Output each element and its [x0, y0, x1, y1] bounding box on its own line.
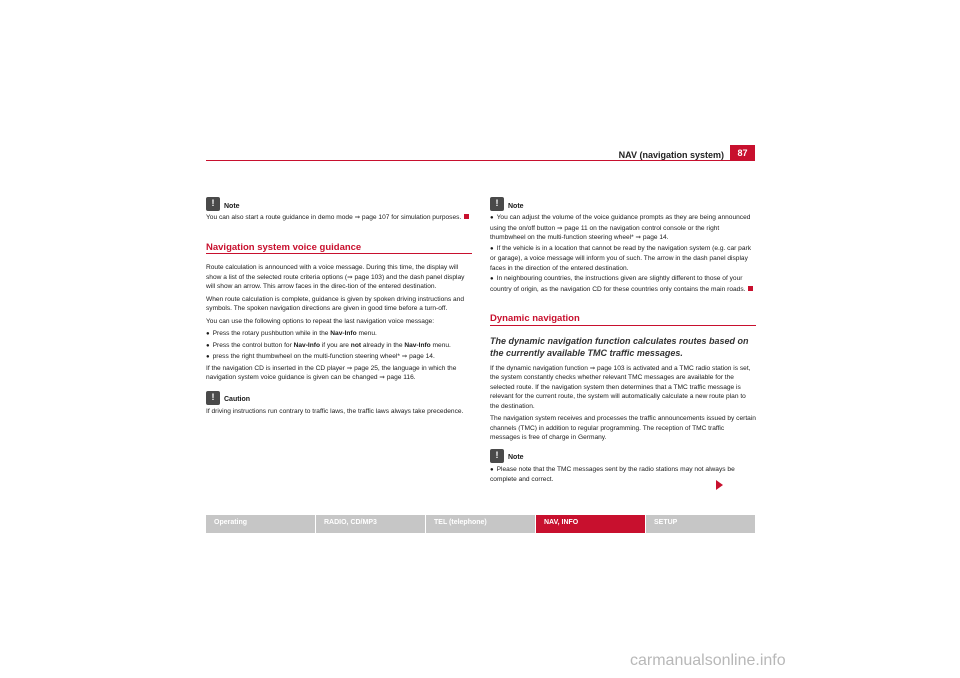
- header-rule: [206, 160, 730, 161]
- tab-operating[interactable]: Operating: [206, 515, 315, 533]
- note-icon: !: [490, 449, 504, 463]
- tab-radio[interactable]: RADIO, CD/MP3: [316, 515, 425, 533]
- note-label: Note: [224, 202, 240, 210]
- list-item: ● You can adjust the volume of the voice guidance prompts as they are being announced using the on/off button ⇒ page 11 on the navigation control console or the right thumbwheel on the multi-function steering wheel* ⇒ page 14.: [490, 213, 756, 243]
- note-text: You can also start a route guidance in demo mode ⇒ page 107 for simulation purposes.: [206, 213, 472, 223]
- end-mark-icon: [464, 214, 469, 219]
- lead-text: The dynamic navigation function calculates routes based on the currently available TMC traffic messages.: [490, 335, 749, 358]
- tab-setup[interactable]: SETUP: [646, 515, 755, 533]
- tab-nav-info[interactable]: NAV, INFO: [536, 515, 645, 533]
- caution-text: If driving instructions run contrary to traffic laws, the traffic laws always take precedence.: [206, 407, 464, 415]
- next-page-arrow-icon: [716, 480, 723, 490]
- list-item: ● Press the control button for Nav-Info if you are not already in the Nav-Info menu.: [206, 341, 472, 352]
- right-column: [490, 197, 756, 486]
- note-header: [490, 449, 756, 463]
- paragraph: Route calculation is announced with a voice message. During this time, the display will show a list of the selected route criteria options (⇒ page 103) and the dash panel display will show an arrow. This arrow faces in the direc-tion of the entered destination.: [206, 264, 465, 290]
- note-label: Note: [508, 454, 524, 461]
- watermark: carmanualsonline.info: [630, 652, 786, 669]
- footer-tabs: [206, 515, 756, 533]
- section-title-dynamic-navigation: Dynamic navigation: [490, 314, 756, 326]
- page-number: 87: [730, 145, 755, 161]
- caution-label: Caution: [224, 396, 251, 403]
- paragraph: If the navigation CD is inserted in the CD player ⇒ page 25, the language in which the navigation system voice guidance is given can be changed ⇒ page 116.: [206, 364, 457, 381]
- caution-header: [206, 391, 472, 405]
- list-item: ● In neighbouring countries, the instructions given are slightly different to those of your country of origin, as the navigation CD for these countries only contains the main roads.: [490, 274, 756, 294]
- list-item: ● Please note that the TMC messages sent by the radio stations may not always be complete and correct.: [490, 465, 756, 485]
- paragraph: You can use the following options to repeat the last navigation voice message:: [206, 317, 435, 325]
- end-mark-icon: [748, 286, 753, 291]
- tab-telephone[interactable]: TEL (telephone): [426, 515, 535, 533]
- note-header: [490, 197, 756, 211]
- left-column: [206, 197, 472, 419]
- paragraph: When route calculation is complete, guidance is given by spoken driving instructions and symbols. The spoken navigation directions are given in good time before a turn-off.: [206, 295, 465, 312]
- paragraph: If the dynamic navigation function ⇒ page 103 is activated and a TMC radio station is set, the system constantly checks whether relevant TMC messages are available for the selected route. If the navigation system then determines that a TMC traffic message is relevant for the current route, the system will automatically calculate a new route plan to the destination.: [490, 364, 751, 410]
- note-icon: !: [490, 197, 504, 211]
- caution-icon: !: [206, 391, 220, 405]
- list-item: ● press the right thumbwheel on the multi-function steering wheel* ⇒ page 14.: [206, 352, 472, 363]
- section-title-voice-guidance: Navigation system voice guidance: [206, 243, 472, 255]
- header-title: NAV (navigation system): [618, 150, 724, 160]
- paragraph: The navigation system receives and processes the traffic announcements issued by certain channels (TMC) in addition to regular programming. The reception of TMC traffic messages is free of charge in Germany.: [490, 415, 756, 441]
- list-item: ● Press the rotary pushbutton while in the Nav-Info menu.: [206, 329, 472, 340]
- note-icon: !: [206, 197, 220, 211]
- note-label: Note: [508, 202, 524, 210]
- note-header: [206, 197, 472, 211]
- list-item: ● If the vehicle is in a location that cannot be read by the navigation system (e.g. car park or garage), a voice message will inform you of such. The arrow in the dash panel display faces in the direction of the entered destination.: [490, 244, 756, 274]
